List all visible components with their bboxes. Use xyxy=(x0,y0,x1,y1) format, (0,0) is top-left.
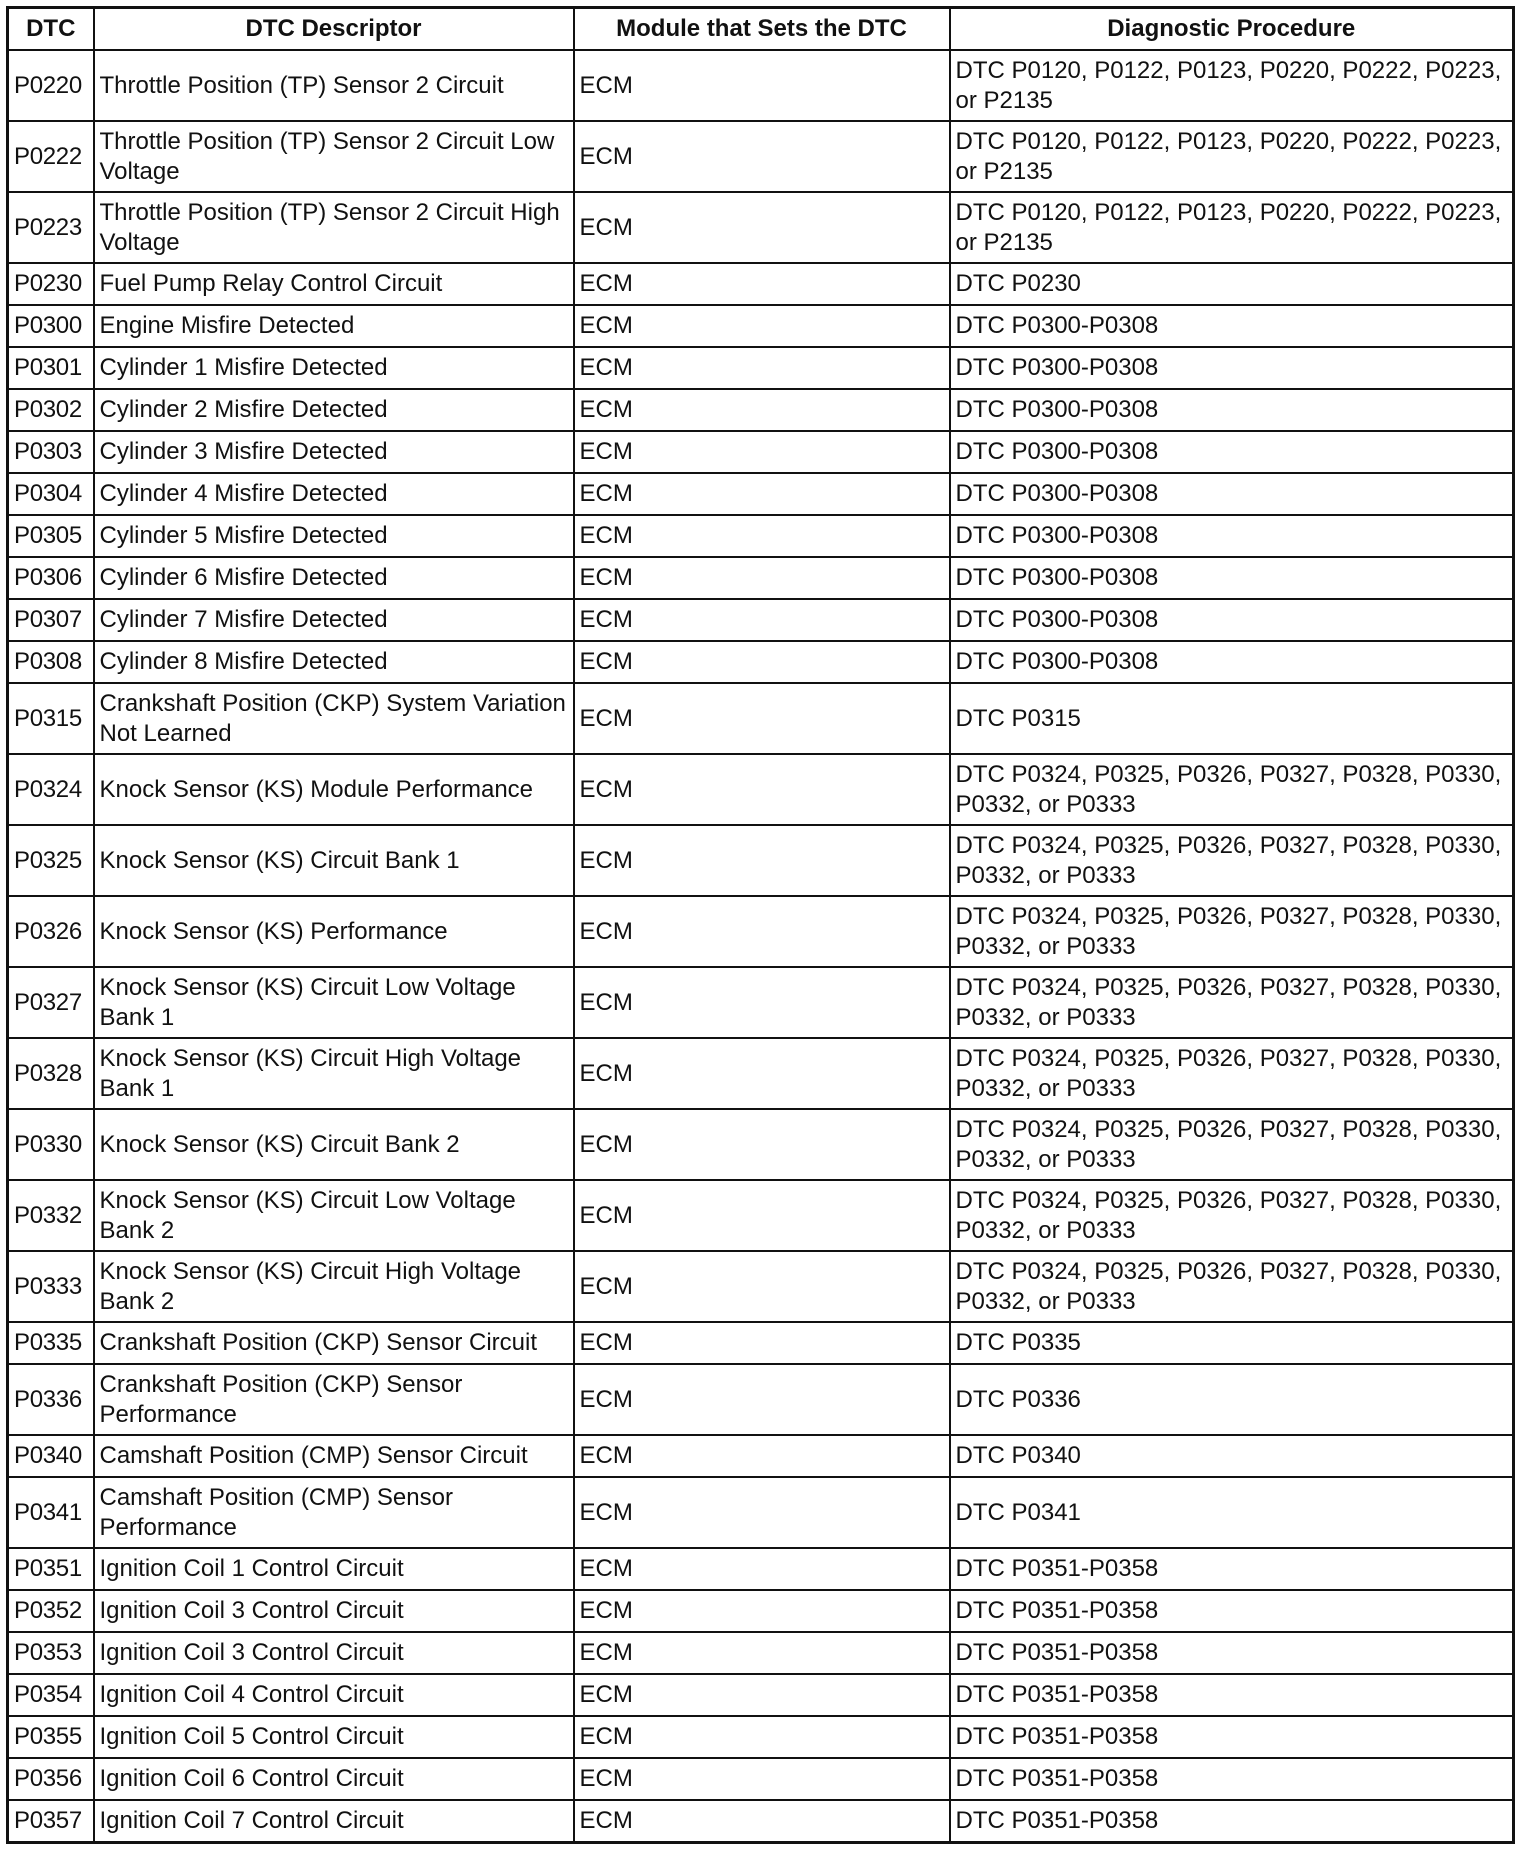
dtc-descriptor-cell: Crankshaft Position (CKP) Sensor Circuit xyxy=(94,1322,574,1364)
module-cell: ECM xyxy=(574,431,950,473)
module-cell: ECM xyxy=(574,967,950,1038)
module-cell: ECM xyxy=(574,347,950,389)
table-row xyxy=(8,1322,1514,1364)
module-cell: ECM xyxy=(574,599,950,641)
dtc-descriptor-cell: Knock Sensor (KS) Circuit High Voltage Bank 2 xyxy=(94,1251,574,1322)
dtc-code-cell: P0302 xyxy=(8,389,94,431)
dtc-descriptor-cell: Ignition Coil 4 Control Circuit xyxy=(94,1674,574,1716)
module-cell: ECM xyxy=(574,1038,950,1109)
table-row xyxy=(8,1632,1514,1674)
dtc-descriptor-cell: Camshaft Position (CMP) Sensor Circuit xyxy=(94,1435,574,1477)
dtc-code-cell: P0356 xyxy=(8,1758,94,1800)
dtc-code-cell: P0335 xyxy=(8,1322,94,1364)
module-cell: ECM xyxy=(574,121,950,192)
module-cell: ECM xyxy=(574,1800,950,1843)
module-cell: ECM xyxy=(574,473,950,515)
module-cell: ECM xyxy=(574,192,950,263)
module-cell: ECM xyxy=(574,263,950,305)
module-cell: ECM xyxy=(574,1477,950,1548)
procedure-cell: DTC P0300-P0308 xyxy=(950,305,1514,347)
table-row xyxy=(8,1180,1514,1251)
dtc-descriptor-cell: Throttle Position (TP) Sensor 2 Circuit Low Voltage xyxy=(94,121,574,192)
dtc-code-cell: P0325 xyxy=(8,825,94,896)
module-cell: ECM xyxy=(574,683,950,754)
dtc-code-cell: P0220 xyxy=(8,50,94,121)
dtc-descriptor-cell: Ignition Coil 1 Control Circuit xyxy=(94,1548,574,1590)
procedure-cell: DTC P0324, P0325, P0326, P0327, P0328, P0330, P0332, or P0333 xyxy=(950,754,1514,825)
dtc-descriptor-cell: Ignition Coil 5 Control Circuit xyxy=(94,1716,574,1758)
table-row xyxy=(8,515,1514,557)
dtc-descriptor-cell: Cylinder 1 Misfire Detected xyxy=(94,347,574,389)
module-cell: ECM xyxy=(574,1632,950,1674)
header-diagnostic-procedure: Diagnostic Procedure xyxy=(950,8,1514,51)
procedure-cell: DTC P0341 xyxy=(950,1477,1514,1548)
dtc-code-cell: P0355 xyxy=(8,1716,94,1758)
module-cell: ECM xyxy=(574,1674,950,1716)
procedure-cell: DTC P0230 xyxy=(950,263,1514,305)
dtc-descriptor-cell: Cylinder 6 Misfire Detected xyxy=(94,557,574,599)
table-row xyxy=(8,967,1514,1038)
table-row xyxy=(8,121,1514,192)
procedure-cell: DTC P0120, P0122, P0123, P0220, P0222, P0223, or P2135 xyxy=(950,192,1514,263)
dtc-code-cell: P0353 xyxy=(8,1632,94,1674)
table-row xyxy=(8,1800,1514,1843)
dtc-descriptor-cell: Knock Sensor (KS) Circuit Low Voltage Bank 1 xyxy=(94,967,574,1038)
table-row xyxy=(8,641,1514,683)
procedure-cell: DTC P0351-P0358 xyxy=(950,1758,1514,1800)
dtc-code-cell: P0351 xyxy=(8,1548,94,1590)
procedure-cell: DTC P0324, P0325, P0326, P0327, P0328, P0330, P0332, or P0333 xyxy=(950,1180,1514,1251)
dtc-descriptor-cell: Cylinder 7 Misfire Detected xyxy=(94,599,574,641)
table-row xyxy=(8,1364,1514,1435)
dtc-code-cell: P0300 xyxy=(8,305,94,347)
table-row xyxy=(8,1435,1514,1477)
dtc-code-cell: P0333 xyxy=(8,1251,94,1322)
procedure-cell: DTC P0351-P0358 xyxy=(950,1716,1514,1758)
dtc-code-cell: P0230 xyxy=(8,263,94,305)
dtc-code-cell: P0340 xyxy=(8,1435,94,1477)
procedure-cell: DTC P0120, P0122, P0123, P0220, P0222, P0223, or P2135 xyxy=(950,121,1514,192)
table-row xyxy=(8,599,1514,641)
procedure-cell: DTC P0300-P0308 xyxy=(950,473,1514,515)
dtc-descriptor-cell: Crankshaft Position (CKP) System Variation Not Learned xyxy=(94,683,574,754)
dtc-descriptor-cell: Cylinder 8 Misfire Detected xyxy=(94,641,574,683)
dtc-descriptor-cell: Throttle Position (TP) Sensor 2 Circuit xyxy=(94,50,574,121)
procedure-cell: DTC P0351-P0358 xyxy=(950,1632,1514,1674)
module-cell: ECM xyxy=(574,557,950,599)
dtc-descriptor-cell: Engine Misfire Detected xyxy=(94,305,574,347)
procedure-cell: DTC P0324, P0325, P0326, P0327, P0328, P0330, P0332, or P0333 xyxy=(950,1038,1514,1109)
dtc-descriptor-cell: Throttle Position (TP) Sensor 2 Circuit High Voltage xyxy=(94,192,574,263)
dtc-code-cell: P0303 xyxy=(8,431,94,473)
table-row xyxy=(8,1548,1514,1590)
procedure-cell: DTC P0351-P0358 xyxy=(950,1590,1514,1632)
dtc-code-cell: P0223 xyxy=(8,192,94,263)
table-row xyxy=(8,1251,1514,1322)
module-cell: ECM xyxy=(574,1364,950,1435)
table-row xyxy=(8,754,1514,825)
table-row xyxy=(8,1477,1514,1548)
dtc-code-cell: P0332 xyxy=(8,1180,94,1251)
table-header-row xyxy=(8,8,1514,51)
dtc-descriptor-cell: Ignition Coil 6 Control Circuit xyxy=(94,1758,574,1800)
module-cell: ECM xyxy=(574,1716,950,1758)
dtc-code-cell: P0301 xyxy=(8,347,94,389)
dtc-code-cell: P0307 xyxy=(8,599,94,641)
dtc-descriptor-cell: Knock Sensor (KS) Performance xyxy=(94,896,574,967)
module-cell: ECM xyxy=(574,896,950,967)
dtc-code-cell: P0330 xyxy=(8,1109,94,1180)
dtc-code-cell: P0357 xyxy=(8,1800,94,1843)
table-row xyxy=(8,473,1514,515)
table-row xyxy=(8,347,1514,389)
module-cell: ECM xyxy=(574,641,950,683)
table-row xyxy=(8,1674,1514,1716)
module-cell: ECM xyxy=(574,1548,950,1590)
procedure-cell: DTC P0315 xyxy=(950,683,1514,754)
module-cell: ECM xyxy=(574,1758,950,1800)
dtc-table xyxy=(6,6,1515,1844)
dtc-descriptor-cell: Cylinder 2 Misfire Detected xyxy=(94,389,574,431)
dtc-code-cell: P0336 xyxy=(8,1364,94,1435)
dtc-code-cell: P0326 xyxy=(8,896,94,967)
dtc-descriptor-cell: Cylinder 3 Misfire Detected xyxy=(94,431,574,473)
dtc-descriptor-cell: Knock Sensor (KS) Circuit Bank 2 xyxy=(94,1109,574,1180)
module-cell: ECM xyxy=(574,389,950,431)
module-cell: ECM xyxy=(574,1251,950,1322)
dtc-code-cell: P0315 xyxy=(8,683,94,754)
table-row xyxy=(8,683,1514,754)
procedure-cell: DTC P0120, P0122, P0123, P0220, P0222, P0223, or P2135 xyxy=(950,50,1514,121)
table-row xyxy=(8,1716,1514,1758)
header-dtc-descriptor: DTC Descriptor xyxy=(94,8,574,51)
dtc-code-cell: P0352 xyxy=(8,1590,94,1632)
procedure-cell: DTC P0300-P0308 xyxy=(950,389,1514,431)
dtc-descriptor-cell: Knock Sensor (KS) Circuit Low Voltage Bank 2 xyxy=(94,1180,574,1251)
procedure-cell: DTC P0324, P0325, P0326, P0327, P0328, P0330, P0332, or P0333 xyxy=(950,825,1514,896)
dtc-code-cell: P0341 xyxy=(8,1477,94,1548)
procedure-cell: DTC P0324, P0325, P0326, P0327, P0328, P0330, P0332, or P0333 xyxy=(950,967,1514,1038)
table-row xyxy=(8,1109,1514,1180)
table-row xyxy=(8,896,1514,967)
module-cell: ECM xyxy=(574,1435,950,1477)
dtc-code-cell: P0328 xyxy=(8,1038,94,1109)
module-cell: ECM xyxy=(574,305,950,347)
dtc-descriptor-cell: Camshaft Position (CMP) Sensor Performance xyxy=(94,1477,574,1548)
module-cell: ECM xyxy=(574,515,950,557)
procedure-cell: DTC P0351-P0358 xyxy=(950,1674,1514,1716)
procedure-cell: DTC P0300-P0308 xyxy=(950,641,1514,683)
procedure-cell: DTC P0340 xyxy=(950,1435,1514,1477)
dtc-descriptor-cell: Ignition Coil 3 Control Circuit xyxy=(94,1590,574,1632)
module-cell: ECM xyxy=(574,1180,950,1251)
dtc-code-cell: P0354 xyxy=(8,1674,94,1716)
table-body xyxy=(8,50,1514,1843)
procedure-cell: DTC P0324, P0325, P0326, P0327, P0328, P0330, P0332, or P0333 xyxy=(950,1251,1514,1322)
procedure-cell: DTC P0300-P0308 xyxy=(950,347,1514,389)
module-cell: ECM xyxy=(574,1109,950,1180)
dtc-code-cell: P0327 xyxy=(8,967,94,1038)
dtc-code-cell: P0306 xyxy=(8,557,94,599)
procedure-cell: DTC P0300-P0308 xyxy=(950,557,1514,599)
dtc-code-cell: P0308 xyxy=(8,641,94,683)
procedure-cell: DTC P0335 xyxy=(950,1322,1514,1364)
table-row xyxy=(8,1590,1514,1632)
table-row xyxy=(8,389,1514,431)
table-row xyxy=(8,1758,1514,1800)
table-row xyxy=(8,192,1514,263)
procedure-cell: DTC P0324, P0325, P0326, P0327, P0328, P0330, P0332, or P0333 xyxy=(950,1109,1514,1180)
table-row xyxy=(8,431,1514,473)
table-row xyxy=(8,263,1514,305)
table-row xyxy=(8,50,1514,121)
procedure-cell: DTC P0351-P0358 xyxy=(950,1800,1514,1843)
procedure-cell: DTC P0351-P0358 xyxy=(950,1548,1514,1590)
dtc-descriptor-cell: Knock Sensor (KS) Circuit High Voltage Bank 1 xyxy=(94,1038,574,1109)
module-cell: ECM xyxy=(574,50,950,121)
table-row xyxy=(8,1038,1514,1109)
table-row xyxy=(8,557,1514,599)
dtc-code-cell: P0222 xyxy=(8,121,94,192)
module-cell: ECM xyxy=(574,754,950,825)
procedure-cell: DTC P0300-P0308 xyxy=(950,599,1514,641)
dtc-descriptor-cell: Ignition Coil 7 Control Circuit xyxy=(94,1800,574,1843)
procedure-cell: DTC P0336 xyxy=(950,1364,1514,1435)
dtc-descriptor-cell: Cylinder 4 Misfire Detected xyxy=(94,473,574,515)
table-row xyxy=(8,305,1514,347)
procedure-cell: DTC P0324, P0325, P0326, P0327, P0328, P0330, P0332, or P0333 xyxy=(950,896,1514,967)
header-dtc: DTC xyxy=(8,8,94,51)
dtc-code-cell: P0305 xyxy=(8,515,94,557)
dtc-descriptor-cell: Crankshaft Position (CKP) Sensor Performance xyxy=(94,1364,574,1435)
dtc-table-container xyxy=(6,6,1512,1844)
module-cell: ECM xyxy=(574,1590,950,1632)
dtc-descriptor-cell: Knock Sensor (KS) Module Performance xyxy=(94,754,574,825)
dtc-descriptor-cell: Knock Sensor (KS) Circuit Bank 1 xyxy=(94,825,574,896)
dtc-descriptor-cell: Ignition Coil 3 Control Circuit xyxy=(94,1632,574,1674)
dtc-code-cell: P0324 xyxy=(8,754,94,825)
dtc-descriptor-cell: Cylinder 5 Misfire Detected xyxy=(94,515,574,557)
module-cell: ECM xyxy=(574,825,950,896)
table-row xyxy=(8,825,1514,896)
procedure-cell: DTC P0300-P0308 xyxy=(950,431,1514,473)
dtc-code-cell: P0304 xyxy=(8,473,94,515)
module-cell: ECM xyxy=(574,1322,950,1364)
procedure-cell: DTC P0300-P0308 xyxy=(950,515,1514,557)
dtc-descriptor-cell: Fuel Pump Relay Control Circuit xyxy=(94,263,574,305)
header-module: Module that Sets the DTC xyxy=(574,8,950,51)
